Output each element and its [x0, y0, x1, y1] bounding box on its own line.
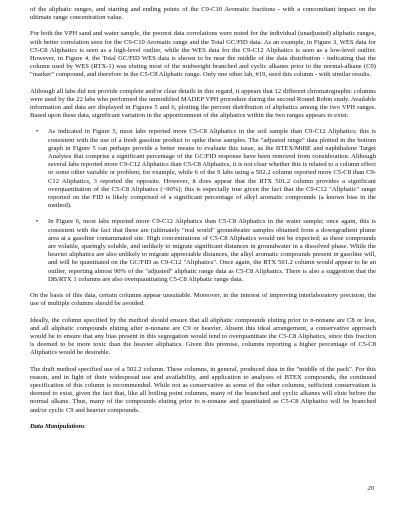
list-item	[30, 218, 376, 284]
bullet-list	[30, 128, 376, 284]
list-item	[30, 128, 376, 210]
list-item-text: In Figure 6, most labs reported more C9-C12 Aliphatics than C5-C8 Aliphatics in the water sample; once again, this is consistent with the fact that these are (ultimately "real world" groundwater samples obtained from a downgradient plume area at a gasoline contaminated site. High concentrations of C5-C8 Aliphatics would not be expected; as these compounds are volatile, sparingly soluble, and unlikely to migrate significant distances in groundwater in a dissolved phase. While the heavier aliphatics are also unlikely to migrate appreciable distances, the alkyl aromatic compounds present in gasoline will, and will be quantitated on the GC/FID as C9-C12 "Aliphatics". Once again, the RTX 501.2 column would appear to be an outlier, reporting almost 90% of the "adjusted" aliphatic range data as C5-C8 Aliphatics. There is also a suggestion that the DB/RTX 1 columns are also overquantitating C5-C8 Aliphatic range data.	[48, 218, 376, 283]
paragraph: of the aliphatic ranges, and starting and ending points of the C9-C10 Aromatic fractions - with a concomitant impact on the ultimate range concentration value.	[30, 6, 376, 22]
document-body	[30, 6, 376, 439]
section-heading: Data Manipulations	[30, 422, 85, 430]
paragraph: For both the VPH sand and water sample, the poorest data correlations were noted for the individual (unadjusted) aliphatic ranges, with better correlation seen for the C9-C10 Aromatic range and the Total GC/FID data. As an example, in Figure 3, WES data for C5-C8 Aliphatics is seen as a high-level outlier, while the WES data for the C9-C12 Aliphatics is seen as a low-level outlier. However, in Figure 4, the Total GC/FID WES data is shown to be near the middle of the data distribution - indicating that the column used by WES (RTX-1) was eluting most of the midweight branched and cyclic alkanes prior to the normal-alkane (C9) "marker" compound, and therefore in the C5-C8 Aliphatic range. Only one other lab, #19, used this column - with similar results.	[30, 30, 376, 79]
bullet-icon: •	[36, 128, 39, 136]
paragraph: On the basis of this data, certain columns appear unsuitable. Moreover, in the interest of improving interlaboratory precision, the use of multiple columns should be avoided.	[30, 292, 376, 308]
list-item-text: As indicated in Figure 5, most labs reported more C5-C8 Aliphatics in the soil sample than C9-C12 Aliphatics; this is consistent with the use of a fresh gasoline product to spike these samples. The "adjusted range" data plotted in the bottom graph in Figure 5 can perhaps provide a better means to evaluate this issue, as the BTEX/MtBE and naphthalene Target Analytes that comprise a significant percentage of the GC/FID response have been removed from consideration. Although several labs reported more C9-C12 Aliphatics than C5-C8 Aliphatics, it is not clear whether this is related to a column effect or some other variable or problem; for example, while 6 of the 9 labs using a 502.2 column reported more C5-C8 than C9-C12 Aliphatics, 3 reported the opposite. However, it does appear that the RTX 501.2 column provides a significant overquantitation of the C5-C8 Aliphatics (~90%); this is especially true given the fact that the C9-C12 "Aliphatic" range reported on the FID is likely comprised of a significant percentage of alkyl aromatic compounds (a known bias in the method).	[48, 128, 376, 210]
paragraph: Ideally, the column specified by the method should ensure that all aliphatic compounds eluting prior to n-nonane are C8 or less, and all aliphatic compounds eluting after n-nonane are C9 or heavier. Absent this ideal arrangement, a conservative approach would be to ensure that any bias present in this segregation would tend to overquantitate the C5-C8 Aliphatics, since this fraction is deemed to be more toxic than the heavier aliphatics. Given this premise, columns reporting a higher percentage of C5-C8 Aliphatics would be desirable.	[30, 316, 376, 357]
paragraph: Although all labs did not provide complete and/or clear details in this regard, it appears that 12 different chromatographic columns were used by the 22 labs who performed the unmodified MADEP VPH procedure during the second Round Robin study. Available information and data are displayed in Figures 5 and 6, plotting the percent distribution of aliphatics among the two VPH ranges. Based upon these data, significant variation in the apportionment of the aliphatics within the two ranges appears to exist:	[30, 87, 376, 120]
paragraph: The draft method specified use of a 502.2 column. These columns, in general, produced data in the "middle of the pack". For this reason, and in light of their widespread use and availability, and application to analyses of BTEX compounds, the continued specification of this column is recommended. While not as conservative as some of the other columns, sufficient conservatism is deemed to exist, given the fact that, like all boiling point columns, many of the branched and cyclic alkanes will elute before the normal alkane. Thus, many of the compounds eluting prior to n-nonane and quantitated as C5-C8 Aliphatics will be branched and/or cyclic C9 and heavier compounds.	[30, 365, 376, 414]
bullet-icon: •	[36, 218, 39, 226]
page-number: 20	[367, 485, 374, 492]
